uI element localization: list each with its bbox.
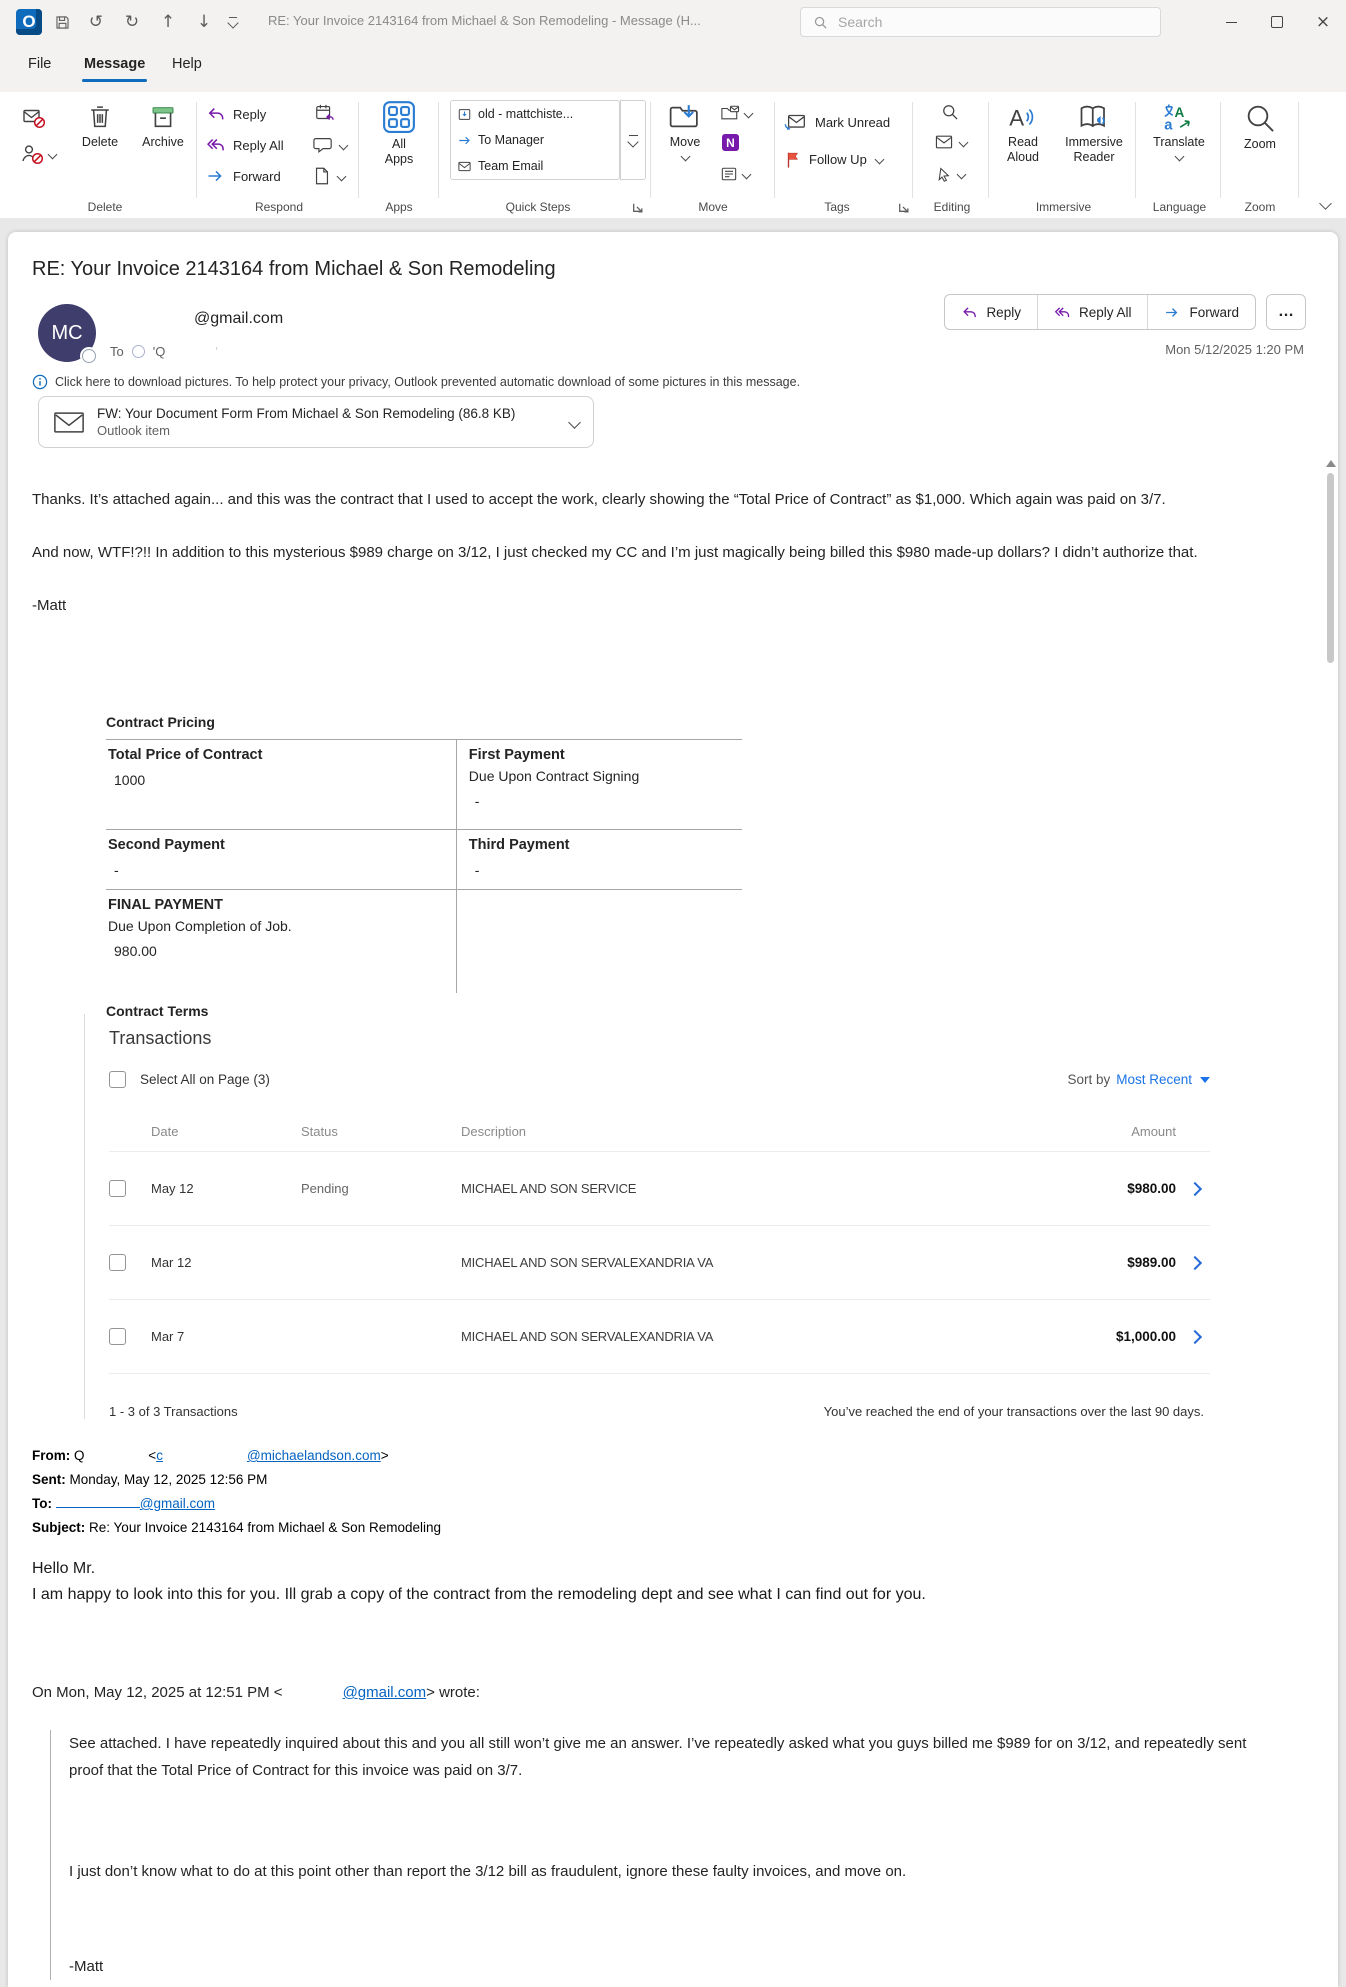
svg-text:A: A: [1009, 105, 1025, 131]
quick-access-toolbar: [54, 0, 237, 44]
title-bar: [0, 0, 1346, 44]
group-label-respond: Respond: [254, 200, 304, 214]
presence-badge-icon: [82, 349, 96, 363]
recipient-presence-icon: [132, 345, 145, 358]
contract-cell-total: Total Price of Contract 1000: [106, 739, 456, 829]
close-button[interactable]: ×: [1315, 12, 1331, 32]
all-apps-button[interactable]: All Apps: [368, 100, 430, 167]
group-label-quick-steps: Quick Steps: [505, 200, 571, 214]
body-signature: -Matt: [32, 597, 67, 614]
reply-with-im-icon[interactable]: [312, 135, 347, 155]
reply-all-button[interactable]: Reply All: [206, 135, 284, 155]
group-language: [1139, 92, 1220, 218]
group-apps: [360, 92, 438, 218]
more-actions-button[interactable]: …: [1266, 294, 1306, 330]
row-detail-chevron-icon[interactable]: [1188, 1181, 1202, 1195]
reply-line: I am happy to look into this for you. Ill grab a copy of the contract from the remodeling dept and see what I can find out for you.: [32, 1586, 926, 1603]
recipient-name: 'Q: [152, 344, 166, 359]
undo-icon[interactable]: ↺: [88, 12, 104, 32]
row-checkbox[interactable]: [109, 1254, 126, 1271]
follow-up-button[interactable]: Follow Up: [784, 150, 883, 169]
maximize-button[interactable]: [1254, 0, 1300, 44]
select-all-label: Select All on Page (3): [140, 1072, 270, 1087]
tags-dialog-launcher-icon[interactable]: [897, 201, 910, 214]
ribbon: [0, 92, 1346, 218]
archive-button[interactable]: Archive: [132, 102, 194, 150]
group-label-tags: Tags: [824, 200, 850, 214]
reply-header-block: [32, 1444, 441, 1540]
contract-pricing-section: [106, 714, 742, 1019]
attachment-chip[interactable]: [38, 396, 594, 448]
quoted-message: [50, 1730, 1274, 1980]
group-move: [654, 92, 772, 218]
group-label-move: Move: [698, 200, 728, 214]
subject-line: Subject: Re: Your Invoice 2143164 from Michael & Son Remodeling: [32, 1520, 441, 1535]
avatar[interactable]: MC: [38, 304, 96, 362]
group-immersive: [992, 92, 1135, 218]
group-label-language: Language: [1152, 200, 1207, 214]
from-email-domain-link[interactable]: @michaelandson.com: [246, 1448, 381, 1463]
search-icon: [813, 15, 828, 30]
to-line: To: @gmail.com: [32, 1496, 215, 1511]
download-pictures-infobar[interactable]: Click here to download pictures. To help protect your privacy, Outlook prevented automatic download of some pictures in this message.: [32, 374, 800, 390]
delete-button[interactable]: Delete: [70, 102, 130, 150]
row-detail-chevron-icon[interactable]: [1188, 1329, 1202, 1343]
from-email-link[interactable]: c: [156, 1448, 163, 1463]
transaction-row[interactable]: May 12 Pending MICHAEL AND SON SERVICE $980.00: [109, 1152, 1210, 1226]
scrollbar[interactable]: [1324, 458, 1337, 1987]
reply-action-button[interactable]: Reply: [945, 295, 1038, 329]
message-body: [32, 486, 1248, 645]
reply-body: [32, 1556, 926, 1608]
rules-icon[interactable]: [720, 104, 752, 122]
tab-help[interactable]: Help: [172, 56, 202, 72]
contract-cell-final-payment: FINAL PAYMENT Due Upon Completion of Job. 980.00: [106, 889, 456, 993]
contract-pricing-title: Contract Pricing: [106, 714, 215, 730]
minimize-button[interactable]: [1208, 0, 1254, 44]
collapse-ribbon-icon[interactable]: [1319, 197, 1332, 210]
reply-button[interactable]: Reply: [206, 104, 266, 124]
find-icon[interactable]: [940, 102, 960, 122]
forward-action-button[interactable]: Forward: [1148, 295, 1255, 329]
window-title: RE: Your Invoice 2143164 from Michael & Son Remodeling - Message (H...: [268, 13, 701, 28]
junk-icon[interactable]: [20, 142, 56, 166]
reading-pane: [0, 218, 1346, 1987]
quick-steps-more-button[interactable]: [620, 100, 646, 180]
quoted-email-link[interactable]: @gmail.com: [342, 1684, 427, 1701]
quote-paragraph-1: See attached. I have repeatedly inquired about this and you all still won’t give me an answer. I’ve repeatedly asked what you guys billed me $989 for on 3/12, and repeatedly sent proof that the Total Price of Contract for this invoice was paid on 3/7.: [69, 1735, 1247, 1779]
group-label-apps: Apps: [385, 200, 413, 214]
contract-cell-empty: [456, 889, 742, 993]
svg-text:A: A: [1174, 105, 1185, 120]
forward-as-attachment-icon[interactable]: [312, 166, 345, 186]
group-label-immersive: Immersive: [1035, 200, 1092, 214]
related-messages-icon[interactable]: [934, 134, 967, 150]
transactions-header: Date Status Description Amount: [109, 1112, 1210, 1152]
sort-caret-icon: [1200, 1077, 1210, 1083]
attachment-name: FW: Your Document Form From Michael & Son Remodeling (86.8 KB): [97, 406, 516, 421]
message-actions: [944, 294, 1256, 330]
group-label-delete: Delete: [87, 200, 123, 214]
sender-email[interactable]: @gmail.com: [194, 310, 284, 327]
search-box[interactable]: [800, 7, 1161, 37]
group-tags: [778, 92, 910, 218]
attachment-options-icon[interactable]: [568, 416, 581, 429]
more-move-actions-icon[interactable]: [720, 166, 750, 182]
body-paragraph-1: Thanks. It’s attached again... and this was the contract that I used to accept the work, clearly showing the “Total Price of Contract” as $1,000. Which again was paid on 3/7.: [32, 491, 1166, 508]
search-placeholder: Search: [838, 14, 883, 30]
move-down-icon[interactable]: ↓: [196, 12, 212, 32]
quick-step-to-manager[interactable]: To Manager: [451, 127, 619, 153]
row-detail-chevron-icon[interactable]: [1188, 1255, 1202, 1269]
sort-control[interactable]: Sort by Most Recent: [1067, 1072, 1210, 1087]
tab-message[interactable]: Message: [84, 56, 145, 80]
group-respond: [202, 92, 356, 218]
sent-line: Sent: Monday, May 12, 2025 12:56 PM: [32, 1472, 268, 1487]
info-icon: [32, 374, 48, 390]
transactions-end-note: You’ve reached the end of your transactions over the last 90 days.: [823, 1404, 1204, 1419]
quick-step-old-mattchiste[interactable]: old - mattchiste...: [451, 101, 619, 127]
scrollbar-thumb[interactable]: [1327, 473, 1334, 663]
transaction-row[interactable]: Mar 12 MICHAEL AND SON SERVALEXANDRIA VA $989.00: [109, 1226, 1210, 1300]
group-zoom: [1224, 92, 1296, 218]
transaction-row[interactable]: Mar 7 MICHAEL AND SON SERVALEXANDRIA VA $1,000.00: [109, 1300, 1210, 1374]
reply-with-meeting-icon[interactable]: [314, 102, 336, 124]
transactions-title: Transactions: [109, 1028, 212, 1048]
contract-cell-second-payment: Second Payment -: [106, 829, 456, 889]
save-icon[interactable]: [54, 14, 71, 31]
ribbon-tabs: [0, 44, 1346, 92]
group-label-editing: Editing: [933, 200, 971, 214]
quick-step-team-email[interactable]: Team Email: [451, 153, 619, 179]
message-card: [8, 232, 1338, 1987]
forward-button[interactable]: Forward: [206, 166, 281, 186]
immersive-reader-button[interactable]: Immersive Reader: [1056, 102, 1132, 165]
reply-all-action-button[interactable]: Reply All: [1038, 295, 1149, 329]
ignore-icon[interactable]: [22, 106, 46, 130]
to-email-link[interactable]: @gmail.com: [56, 1496, 215, 1511]
select-icon[interactable]: [936, 166, 965, 183]
transactions-section: [84, 1014, 1220, 1419]
select-all-checkbox[interactable]: [109, 1071, 126, 1088]
contract-cell-first-payment: First Payment Due Upon Contract Signing -: [456, 739, 742, 829]
recipient-row[interactable]: [110, 344, 218, 359]
quote-paragraph-2: I just don’t know what to do at this point other than report the 3/12 bill as fraudulent, ignore these faulty invoices, and move on.: [69, 1863, 907, 1880]
redo-icon[interactable]: ↻: [124, 12, 140, 32]
to-label: To: [110, 344, 124, 359]
quote-intro: On Mon, May 12, 2025 at 12:51 PM < @gmail.com> wrote:: [32, 1684, 480, 1701]
onenote-icon[interactable]: N: [722, 134, 739, 151]
message-subject: RE: Your Invoice 2143164 from Michael & Son Remodeling: [32, 258, 556, 280]
translate-button[interactable]: A a Translate: [1147, 102, 1211, 160]
zoom-button[interactable]: Zoom: [1232, 102, 1288, 152]
quick-steps-dialog-launcher-icon[interactable]: [631, 201, 644, 214]
tab-file[interactable]: File: [28, 56, 52, 72]
quote-signature: -Matt: [69, 1958, 104, 1975]
row-checkbox[interactable]: [109, 1180, 126, 1197]
message-date: Mon 5/12/2025 1:20 PM: [1165, 342, 1304, 357]
group-label-zoom: Zoom: [1244, 200, 1276, 214]
svg-text:a: a: [1164, 117, 1173, 132]
group-quick-steps: [446, 92, 646, 218]
reply-greeting: Hello Mr.: [32, 1560, 96, 1577]
quick-steps-box: [450, 100, 620, 180]
move-up-icon[interactable]: ↑: [160, 12, 176, 32]
outlook-logo-icon: O: [16, 9, 42, 35]
contract-cell-third-payment: Third Payment -: [456, 829, 742, 889]
read-aloud-button[interactable]: A Read Aloud: [1007, 105, 1039, 164]
customize-toolbar-icon[interactable]: [229, 17, 237, 27]
transactions-count: 1 - 3 of 3 Transactions: [109, 1404, 238, 1419]
row-checkbox[interactable]: [109, 1328, 126, 1345]
group-delete: [14, 92, 196, 218]
group-editing: [918, 92, 986, 218]
attachment-type: Outlook item: [97, 423, 170, 438]
move-button[interactable]: Move: [656, 102, 714, 160]
contract-terms-title: Contract Terms: [106, 1003, 209, 1019]
outlook-item-icon: [53, 410, 85, 435]
from-line: From: Q <c @michaelandson.com>: [32, 1448, 389, 1463]
body-paragraph-2: And now, WTF!?!! In addition to this mysterious $989 charge on 3/12, I just checked my CC and I’m just magically being billed this $980 made-up dollars? I didn’t authorize that.: [32, 544, 1198, 561]
scroll-up-icon[interactable]: [1326, 460, 1336, 467]
mark-unread-button[interactable]: Mark Unread: [784, 112, 890, 132]
redacted-recipient: ': [215, 344, 218, 359]
